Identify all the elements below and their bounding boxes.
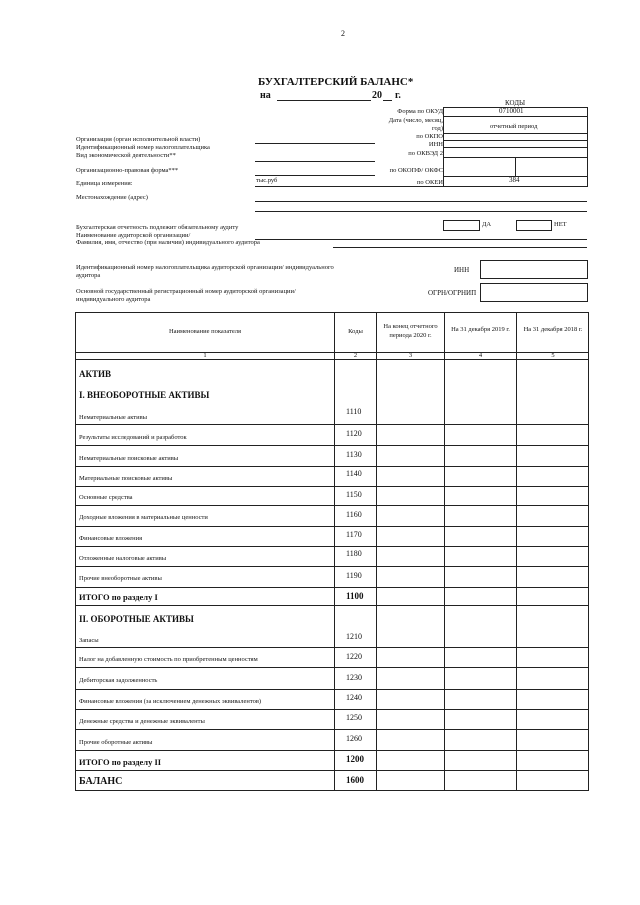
row-line	[75, 729, 589, 730]
row-line	[75, 424, 589, 425]
row-1260-code: 1260	[346, 734, 362, 743]
okud-label: Форма по ОКУД	[397, 108, 443, 115]
auditor-inn-field[interactable]	[480, 260, 588, 279]
row-1240-label: Финансовые вложения (за исключением денежных эквивалентов)	[79, 698, 262, 705]
section-2-title: II. ОБОРОТНЫЕ АКТИВЫ	[79, 614, 194, 624]
date-label-1: Дата (число, месяц,	[388, 117, 443, 124]
address-field[interactable]	[255, 201, 587, 202]
page-number: 2	[341, 29, 345, 38]
header-col5: На 31 декабря 2018 г.	[523, 326, 583, 333]
unit-line	[255, 186, 443, 187]
audit-yes-label: ДА	[482, 221, 492, 228]
row-line	[75, 667, 589, 668]
row-1150-label: Основные средства	[79, 494, 133, 501]
audit-yes-checkbox[interactable]	[443, 220, 480, 231]
audit-no-checkbox[interactable]	[516, 220, 552, 231]
section-aktiv: АКТИВ	[79, 369, 112, 379]
auditor-inn-line-1: Идентификационный номер налогоплательщика аудиторской организации/ индивидуального	[76, 264, 334, 271]
section-1-title: I. ВНЕОБОРОТНЫЕ АКТИВЫ	[79, 390, 210, 400]
auditor-ogrn-field[interactable]	[480, 283, 588, 302]
auditor-ogrn-line-1: Основной государственный регистрационный номер аудиторской организации/	[76, 288, 296, 295]
row-line	[75, 750, 589, 751]
codes-line	[443, 186, 587, 187]
col-number-3: 3	[408, 352, 413, 359]
auditor-name-field-2[interactable]	[333, 247, 587, 248]
header-col3-line1: На конец отчетного	[383, 323, 438, 330]
row-1130-code: 1130	[346, 450, 362, 459]
row-1230-code: 1230	[346, 673, 362, 682]
row-1160-label: Доходные вложения в материальные ценности	[79, 514, 208, 521]
header-col3-line2: периода 2020 г.	[389, 332, 432, 339]
year-suffix: г.	[395, 90, 401, 101]
row-line	[75, 505, 589, 506]
codes-line	[443, 147, 587, 148]
row-1120-label: Результаты исследований и разработок	[79, 434, 187, 441]
row-line	[75, 546, 589, 547]
row-1200-label: ИТОГО по разделу II	[79, 757, 162, 767]
org-activity-field[interactable]	[255, 161, 375, 162]
audit-line-1: Бухгалтерская отчетность подлежит обязательному аудиту	[76, 224, 239, 231]
audit-no-label: НЕТ	[554, 221, 567, 228]
org-form-field[interactable]	[255, 175, 375, 176]
row-1180-code: 1180	[346, 549, 362, 558]
row-1160-code: 1160	[346, 510, 362, 519]
auditor-ogrn-label: ОГРН/ОГРНИП	[428, 289, 477, 297]
row-line	[75, 770, 589, 771]
date-blank-line	[277, 100, 371, 101]
unit-label: Единица измерения:	[76, 180, 133, 187]
row-1140-label: Материальные поисковые активы	[79, 475, 173, 482]
row-1220-code: 1220	[346, 652, 362, 661]
audit-line-3: Фамилия, имя, отчество (при наличии) индивидуального аудитора	[76, 239, 260, 246]
okud-value: 0710001	[499, 107, 524, 115]
org-name-label: Организация (орган исполнительной власти)	[76, 136, 201, 143]
row-1200-code: 1200	[346, 754, 364, 764]
row-1110-label: Нематериальные активы	[79, 414, 148, 421]
okpo-label: по ОКПО	[416, 133, 443, 140]
year-prefix: 20	[372, 90, 382, 101]
row-line	[75, 445, 589, 446]
okei-value: 384	[509, 176, 520, 184]
audit-line-2: Наименование аудиторской организации/	[76, 232, 191, 239]
row-1600-label: БАЛАНС	[79, 776, 123, 787]
row-1240-code: 1240	[346, 693, 362, 702]
table-col-divider	[444, 312, 445, 791]
date-prefix: на	[260, 90, 271, 101]
row-1140-code: 1140	[346, 469, 362, 478]
row-line	[75, 466, 589, 467]
org-name-field[interactable]	[255, 143, 375, 144]
row-line	[75, 709, 589, 710]
codes-line	[443, 133, 587, 134]
row-line	[75, 566, 589, 567]
header-code: Коды	[348, 328, 363, 335]
auditor-name-field[interactable]	[255, 239, 587, 240]
address-label: Местонахождение (адрес)	[76, 194, 148, 201]
row-1230-label: Дебиторская задолженность	[79, 677, 158, 684]
org-activity-label: Вид экономической деятельности**	[76, 152, 176, 159]
codes-line	[443, 140, 587, 141]
date-label-2: год)	[431, 125, 443, 132]
auditor-inn-label: ИНН	[454, 266, 470, 274]
year-blank-line	[383, 100, 392, 101]
org-inn-label: Идентификационный номер налогоплательщика	[76, 144, 210, 151]
row-1150-code: 1150	[346, 490, 362, 499]
row-1600-code: 1600	[346, 775, 364, 785]
row-1210-label: Запасы	[79, 637, 99, 644]
row-line	[75, 486, 589, 487]
row-1210-code: 1210	[346, 632, 362, 641]
row-1130-label: Нематериальные поисковые активы	[79, 455, 179, 462]
auditor-ogrn-line-2: индивидуального аудитора	[76, 296, 151, 303]
row-1250-code: 1250	[346, 713, 362, 722]
header-col4: На 31 декабря 2019 г.	[451, 326, 510, 333]
row-1190-label: Прочие внеоборотные активы	[79, 575, 162, 582]
row-line	[75, 605, 589, 606]
row-1260-label: Прочие оборотные активы	[79, 739, 153, 746]
table-col-divider	[516, 312, 517, 791]
table-col-divider	[334, 312, 335, 791]
codes-header: КОДЫ	[505, 99, 526, 107]
address-field-2[interactable]	[255, 211, 587, 212]
row-1250-label: Денежные средства и денежные эквиваленты	[79, 718, 205, 725]
row-1170-code: 1170	[346, 530, 362, 539]
row-1190-code: 1190	[346, 571, 362, 580]
col-number-4: 4	[478, 352, 483, 359]
row-1110-code: 1110	[346, 407, 362, 416]
header-name: Наименование показателя	[168, 328, 242, 335]
okopf-label: по ОКОПФ/ ОКФС	[389, 167, 443, 174]
inn-label: ИНН	[428, 141, 443, 148]
col-number-5: 5	[551, 352, 555, 359]
page-title: БУХГАЛТЕРСКИЙ БАЛАНС*	[258, 76, 414, 88]
row-line	[75, 587, 589, 588]
okved-label: по ОКВЭД 2	[408, 150, 443, 157]
auditor-inn-line-2: аудитора	[76, 272, 101, 279]
codes-right-border	[587, 107, 588, 187]
row-line	[75, 647, 589, 648]
row-1170-label: Финансовые вложения	[79, 535, 143, 542]
row-1120-code: 1120	[346, 429, 362, 438]
row-1180-label: Отложенные налоговые активы	[79, 555, 167, 562]
period-label: отчетный период	[490, 123, 538, 130]
row-1220-label: Налог на добавленную стоимость по приобретенным ценностям	[79, 656, 258, 663]
row-1100-label: ИТОГО по разделу I	[79, 592, 158, 602]
row-line	[75, 526, 589, 527]
codes-line	[443, 116, 587, 117]
row-1100-code: 1100	[346, 591, 364, 601]
col-number-1: 1	[203, 352, 207, 359]
codes-divider	[515, 157, 516, 176]
unit-value: тыс.руб	[256, 177, 278, 184]
table-col-divider	[376, 312, 377, 791]
col-number-2: 2	[353, 352, 358, 359]
row-line	[75, 689, 589, 690]
org-form-label: Организационно-правовая форма***	[76, 167, 179, 174]
okei-label: по ОКЕИ	[416, 179, 443, 186]
